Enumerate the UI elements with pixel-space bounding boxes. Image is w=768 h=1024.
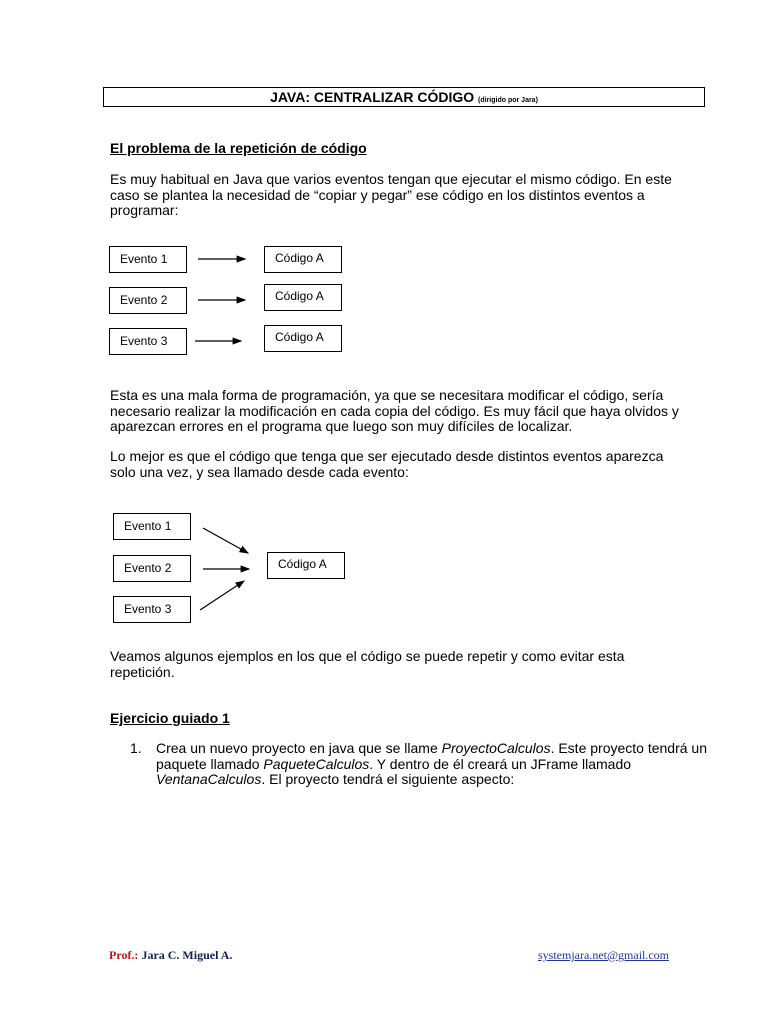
code-box-3: Código A bbox=[264, 325, 342, 352]
text-line: Veamos algunos ejemplos en los que el código se puede repetir y como evitar esta bbox=[110, 648, 625, 664]
author-name: Jara C. Miguel A. bbox=[141, 948, 233, 962]
text-line: Lo mejor es que el código que tenga que ser ejecutado desde distintos eventos aparezca bbox=[110, 448, 664, 464]
list-item-text bbox=[156, 741, 710, 788]
text-line: solo una vez, y sea llamado desde cada evento: bbox=[110, 463, 409, 480]
footer-email-link[interactable]: systemjara.net@gmail.com bbox=[538, 948, 670, 962]
text-line: programar: bbox=[110, 202, 179, 218]
list-number: 1. bbox=[130, 740, 142, 756]
frame-name: VentanaCalculos bbox=[156, 771, 262, 787]
document-subtitle: (dirigido por Jara) bbox=[478, 97, 538, 104]
text-line: caso se plantea la necesidad de “copiar y pegar” ese código en los distintos eventos a bbox=[110, 186, 645, 203]
code-box: Código A bbox=[267, 552, 345, 579]
event-box-1: Evento 1 bbox=[109, 246, 187, 273]
event-box-3: Evento 3 bbox=[113, 596, 191, 623]
event-box-1: Evento 1 bbox=[113, 513, 191, 540]
document-title: JAVA: CENTRALIZAR CÓDIGO bbox=[270, 89, 475, 105]
arrow-icon bbox=[195, 259, 249, 610]
event-box-3: Evento 3 bbox=[109, 328, 187, 355]
project-name: ProyectoCalculos bbox=[441, 740, 551, 756]
section-heading-problem: El problema de la repetición de código bbox=[110, 140, 367, 156]
text-run: Crea un nuevo proyecto en java que se llame bbox=[156, 740, 442, 756]
examples-paragraph bbox=[110, 649, 710, 680]
code-box-2: Código A bbox=[264, 284, 342, 311]
event-box-2: Evento 2 bbox=[109, 287, 187, 314]
text-line: repetición. bbox=[110, 663, 175, 680]
text-run: . Este proyecto tendrá un paquete llamado bbox=[156, 740, 707, 772]
code-box-1: Código A bbox=[264, 246, 342, 273]
text-line: necesario realizar la modificación en cada copia del código. Es muy fácil que haya olvidos y bbox=[110, 402, 679, 419]
text-run: . El proyecto tendrá el siguiente aspecto: bbox=[261, 771, 515, 787]
section-heading-exercise: Ejercicio guiado 1 bbox=[110, 710, 230, 726]
footer-author bbox=[109, 948, 232, 963]
package-name: PaqueteCalculos bbox=[263, 755, 370, 772]
text-line: Esta es una mala forma de programación, ya que se necesitara modificar el código, sería bbox=[110, 387, 664, 403]
event-box-2: Evento 2 bbox=[113, 555, 191, 582]
text-line: Es muy habitual en Java que varios eventos tengan que ejecutar el mismo código. En este bbox=[110, 171, 672, 187]
text-line: aparezcan errores en el programa que luego son muy difíciles de localizar. bbox=[110, 418, 573, 434]
exercise-list bbox=[130, 741, 710, 788]
text-run: . Y dentro de él creará un JFrame llamado bbox=[369, 755, 632, 772]
prof-label: Prof.: bbox=[109, 948, 139, 962]
